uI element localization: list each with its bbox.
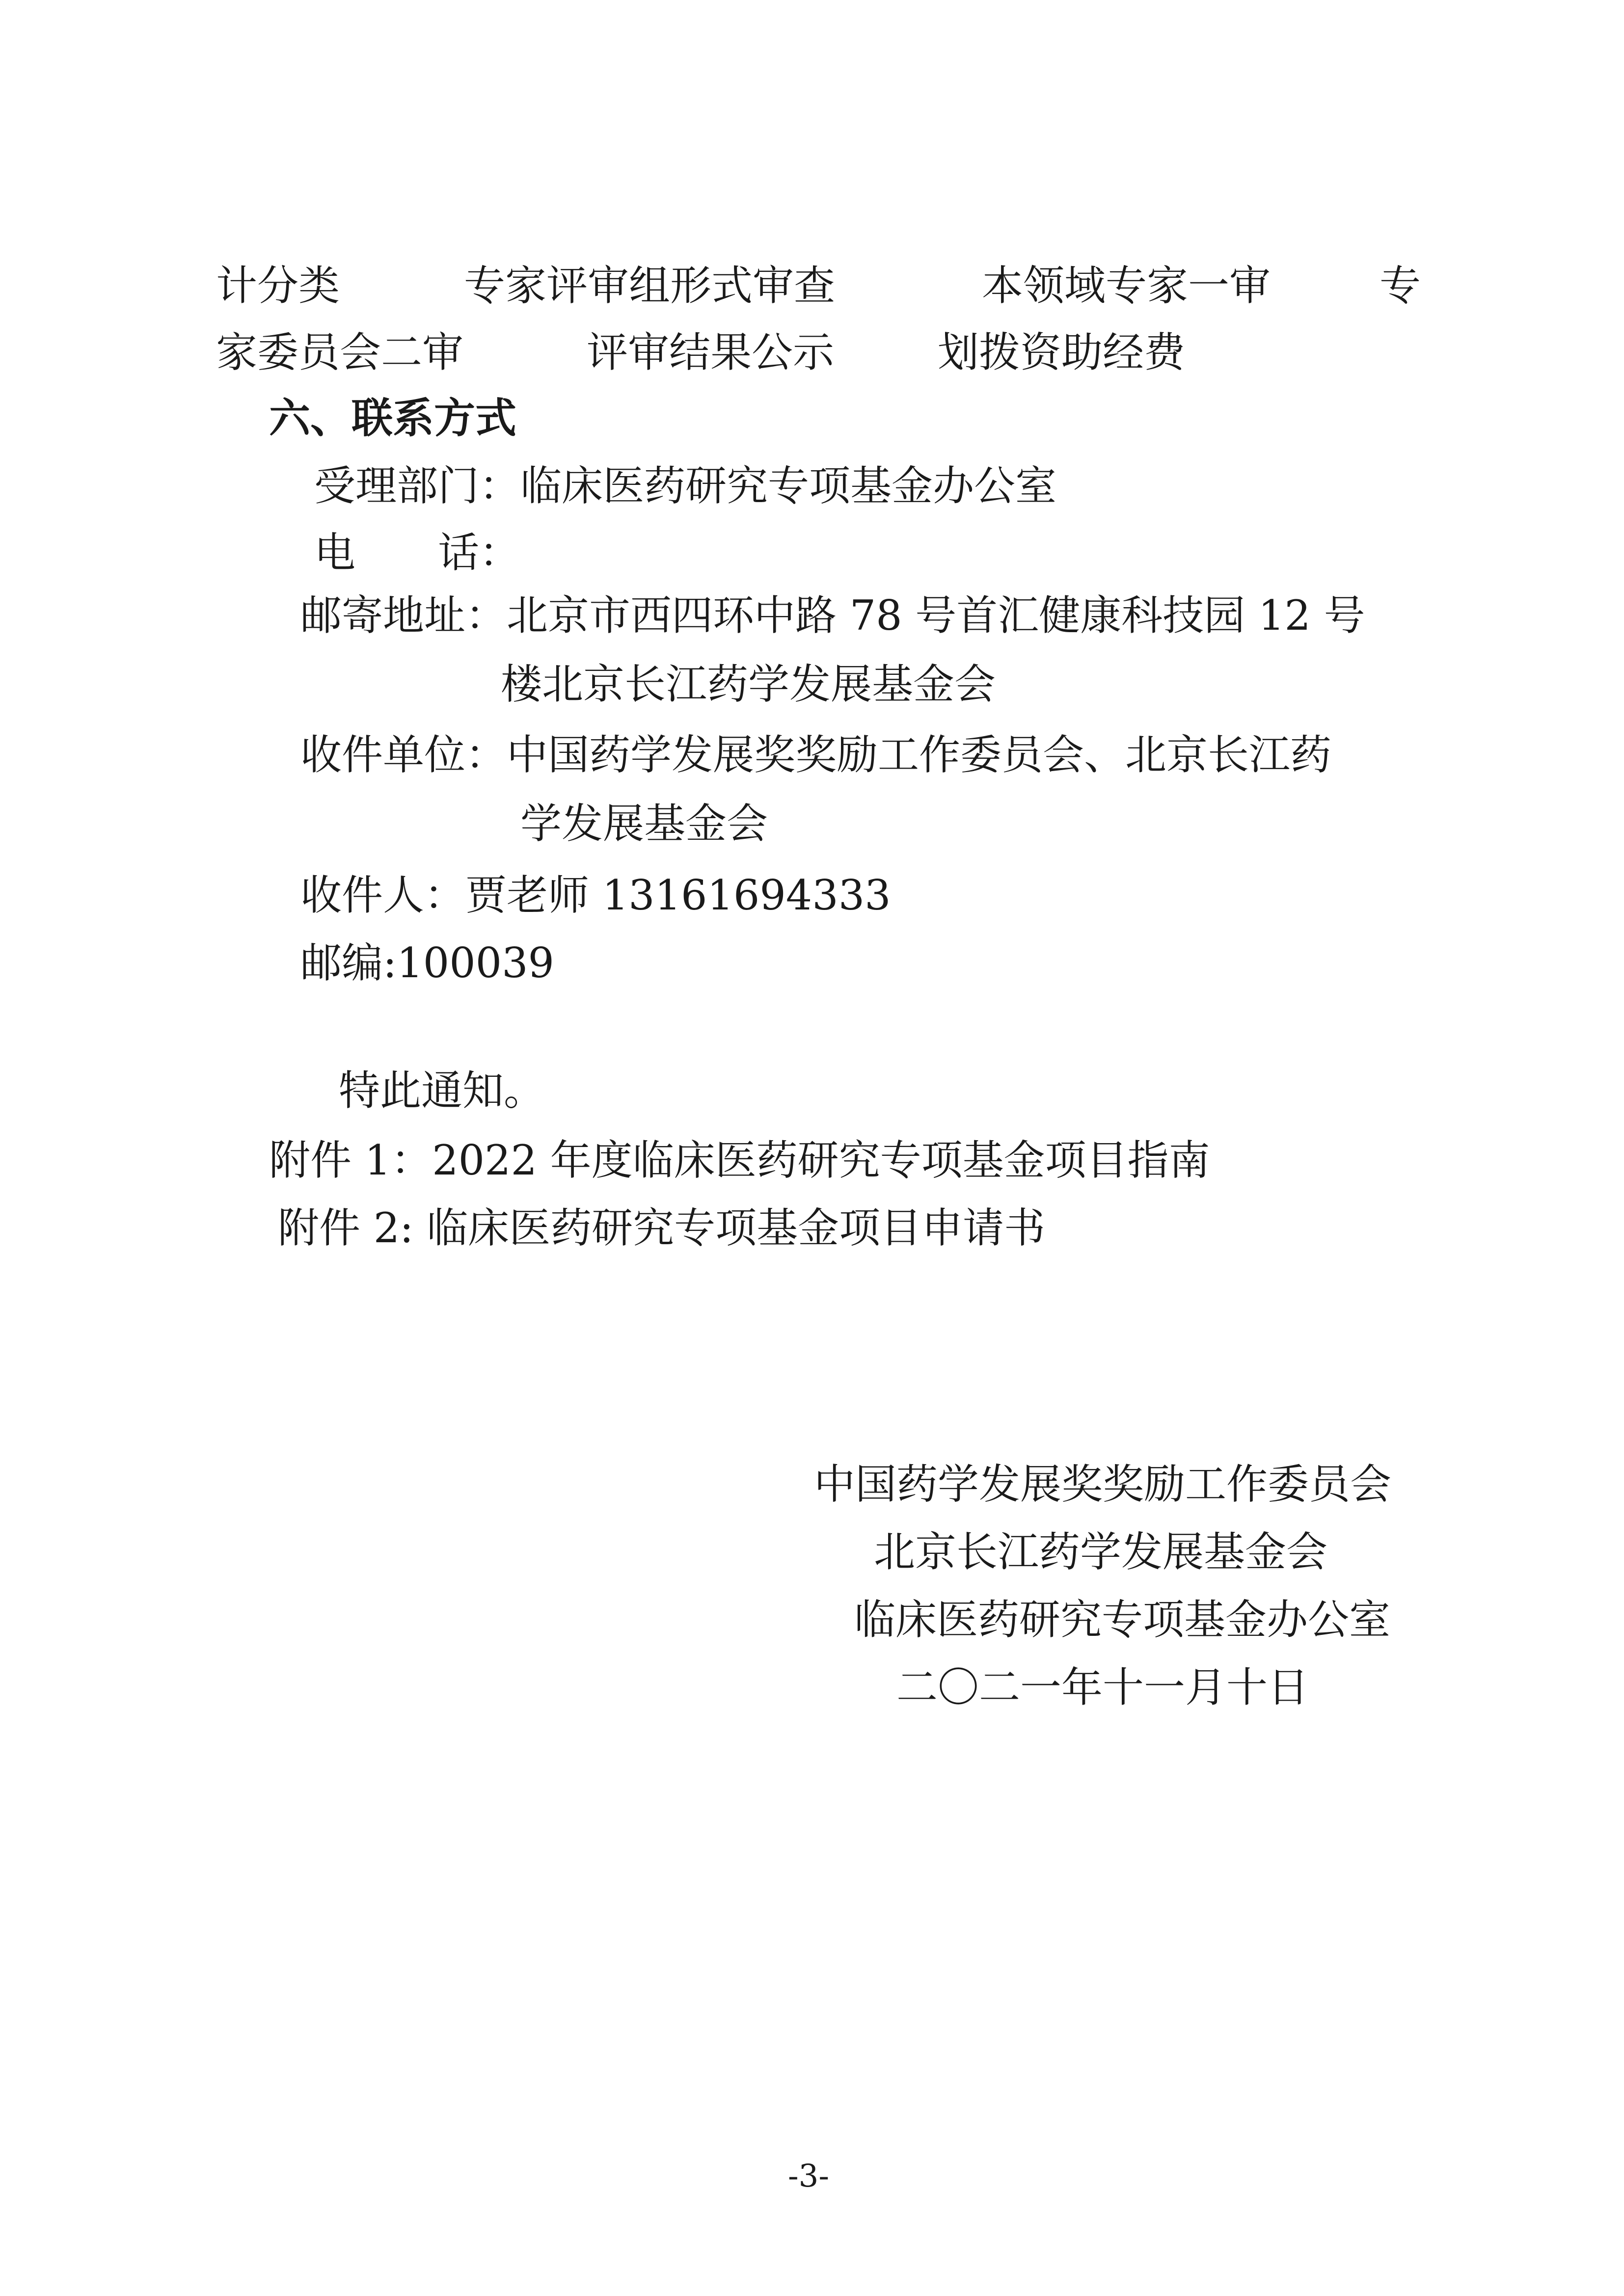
notice-text: 特此通知。 bbox=[339, 1067, 545, 1115]
contact-recipient-person: 收件人：贾老师 13161694333 bbox=[300, 871, 891, 919]
flow-step-6: 划拨资助经费 bbox=[938, 328, 1186, 376]
contact-address-line2: 楼北京长江药学发展基金会 bbox=[501, 660, 996, 708]
contact-heading: 六、联系方式 bbox=[269, 394, 517, 442]
signature-org-1: 中国药学发展奖奖励工作委员会 bbox=[814, 1460, 1392, 1508]
contact-department: 受理部门：临床医药研究专项基金办公室 bbox=[314, 462, 1057, 510]
flow-step-1: 计分类 bbox=[216, 262, 340, 310]
flow-step-2: 专家评审组形式审查 bbox=[464, 262, 836, 310]
page-number: -3- bbox=[788, 2158, 829, 2194]
contact-recipient-org-line1: 收件单位：中国药学发展奖奖励工作委员会、北京长江药 bbox=[300, 731, 1332, 779]
flow-step-5: 评审结果公示 bbox=[587, 328, 835, 376]
contact-phone: 电 话： bbox=[314, 529, 521, 577]
flow-step-4-end: 家委员会二审 bbox=[216, 328, 464, 376]
contact-address-line1: 邮寄地址：北京市西四环中路 78 号首汇健康科技园 12 号 bbox=[300, 591, 1365, 640]
signature-org-2: 北京长江药学发展基金会 bbox=[874, 1528, 1328, 1576]
contact-postcode: 邮编:100039 bbox=[300, 939, 554, 987]
contact-recipient-org-line2: 学发展基金会 bbox=[520, 800, 768, 848]
flow-step-4-start: 专 bbox=[1380, 262, 1421, 310]
attachment-2: 附件 2: 临床医药研究专项基金项目申请书 bbox=[278, 1204, 1046, 1252]
attachment-1: 附件 1：2022 年度临床医药研究专项基金项目指南 bbox=[269, 1136, 1210, 1184]
flow-step-3: 本领域专家一审 bbox=[982, 262, 1271, 310]
signature-org-3: 临床医药研究专项基金办公室 bbox=[854, 1596, 1391, 1644]
signature-date: 二〇二一年十一月十日 bbox=[896, 1663, 1309, 1711]
